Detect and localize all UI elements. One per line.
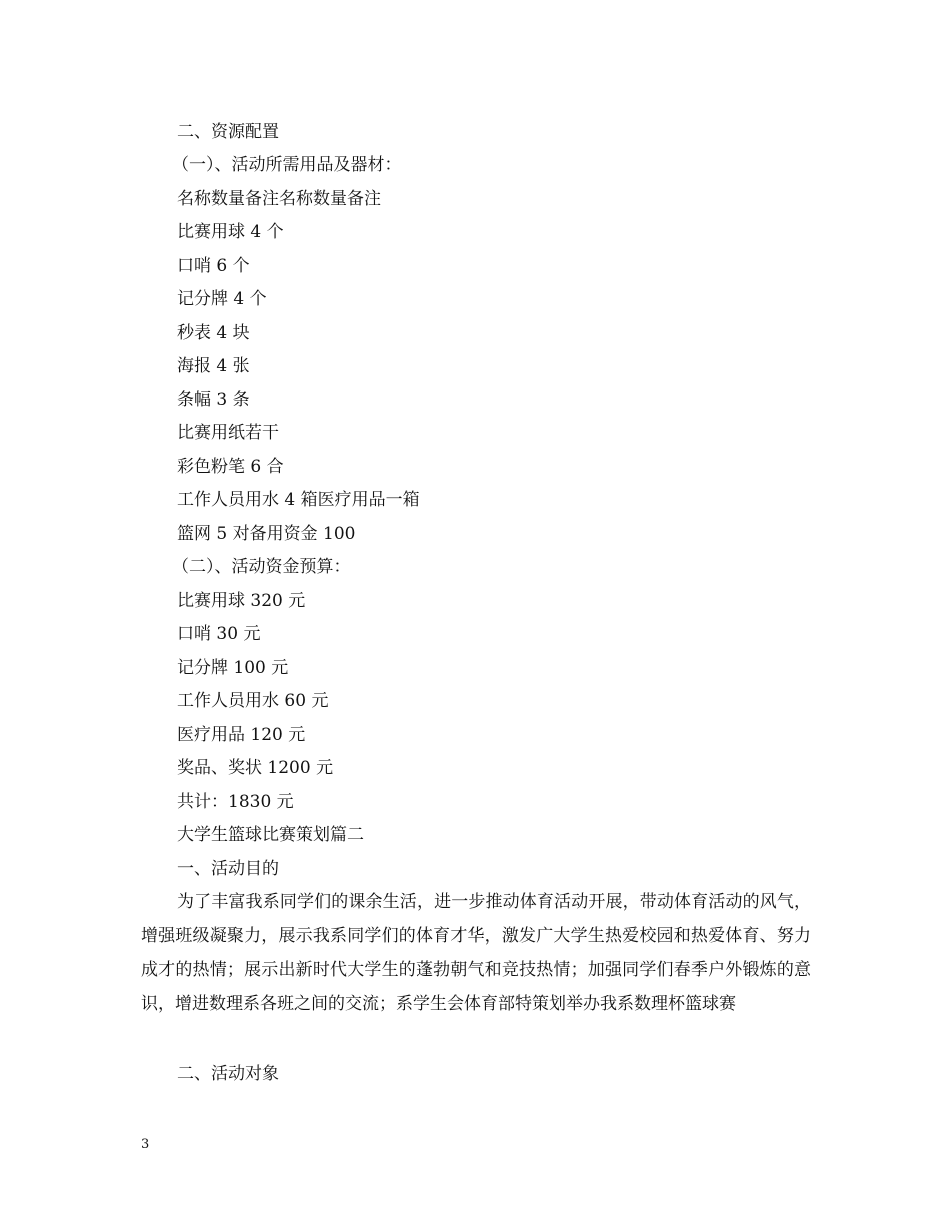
section-heading: 一、活动目的 <box>177 859 279 879</box>
table-header-line: 名称数量备注名称数量备注 <box>177 189 381 209</box>
section-heading: 二、资源配置 <box>177 122 279 142</box>
section-heading: 二、活动对象 <box>177 1064 279 1084</box>
purpose-paragraph: 为了丰富我系同学们的课余生活，进一步推动体育活动开展，带动体育活动的风气，增强班级凝聚力，展示我系同学们的体育才华，激发广大学生热爱校园和热爱体育、努力成才的热情；展示出新时代大学生的蓬勃朝气和竞技热情；加强同学们春季户外锻炼的意识，增进数理系各班之间的交流；系学生会体育部特策划举办我系数理杯篮球赛 <box>141 892 811 1014</box>
budget-line: 奖品、奖状 1200 元 <box>177 758 334 778</box>
equipment-line: 工作人员用水 4 箱医疗用品一箱 <box>177 490 420 510</box>
subsection-heading: （一）、活动所需用品及器材： <box>172 155 402 175</box>
subsection-heading: （二）、活动资金预算： <box>172 557 351 577</box>
budget-line: 比赛用球 320 元 <box>177 591 306 611</box>
equipment-line: 篮网 5 对备用资金 100 <box>177 524 356 544</box>
equipment-line: 口哨 6 个 <box>177 256 250 276</box>
budget-total-line: 共计：1830 元 <box>177 792 294 812</box>
equipment-line: 条幅 3 条 <box>177 390 250 410</box>
equipment-line: 秒表 4 块 <box>177 323 250 343</box>
budget-line: 工作人员用水 60 元 <box>177 691 329 711</box>
equipment-line: 比赛用纸若干 <box>177 423 279 443</box>
equipment-line: 比赛用球 4 个 <box>177 222 284 242</box>
budget-line: 记分牌 100 元 <box>177 658 289 678</box>
budget-line: 医疗用品 120 元 <box>177 725 306 745</box>
equipment-line: 彩色粉笔 6 合 <box>177 457 284 477</box>
equipment-line: 海报 4 张 <box>177 356 250 376</box>
equipment-line: 记分牌 4 个 <box>177 289 267 309</box>
article-title: 大学生篮球比赛策划篇二 <box>177 825 364 845</box>
budget-line: 口哨 30 元 <box>177 624 261 644</box>
page-number: 3 <box>141 1137 150 1152</box>
